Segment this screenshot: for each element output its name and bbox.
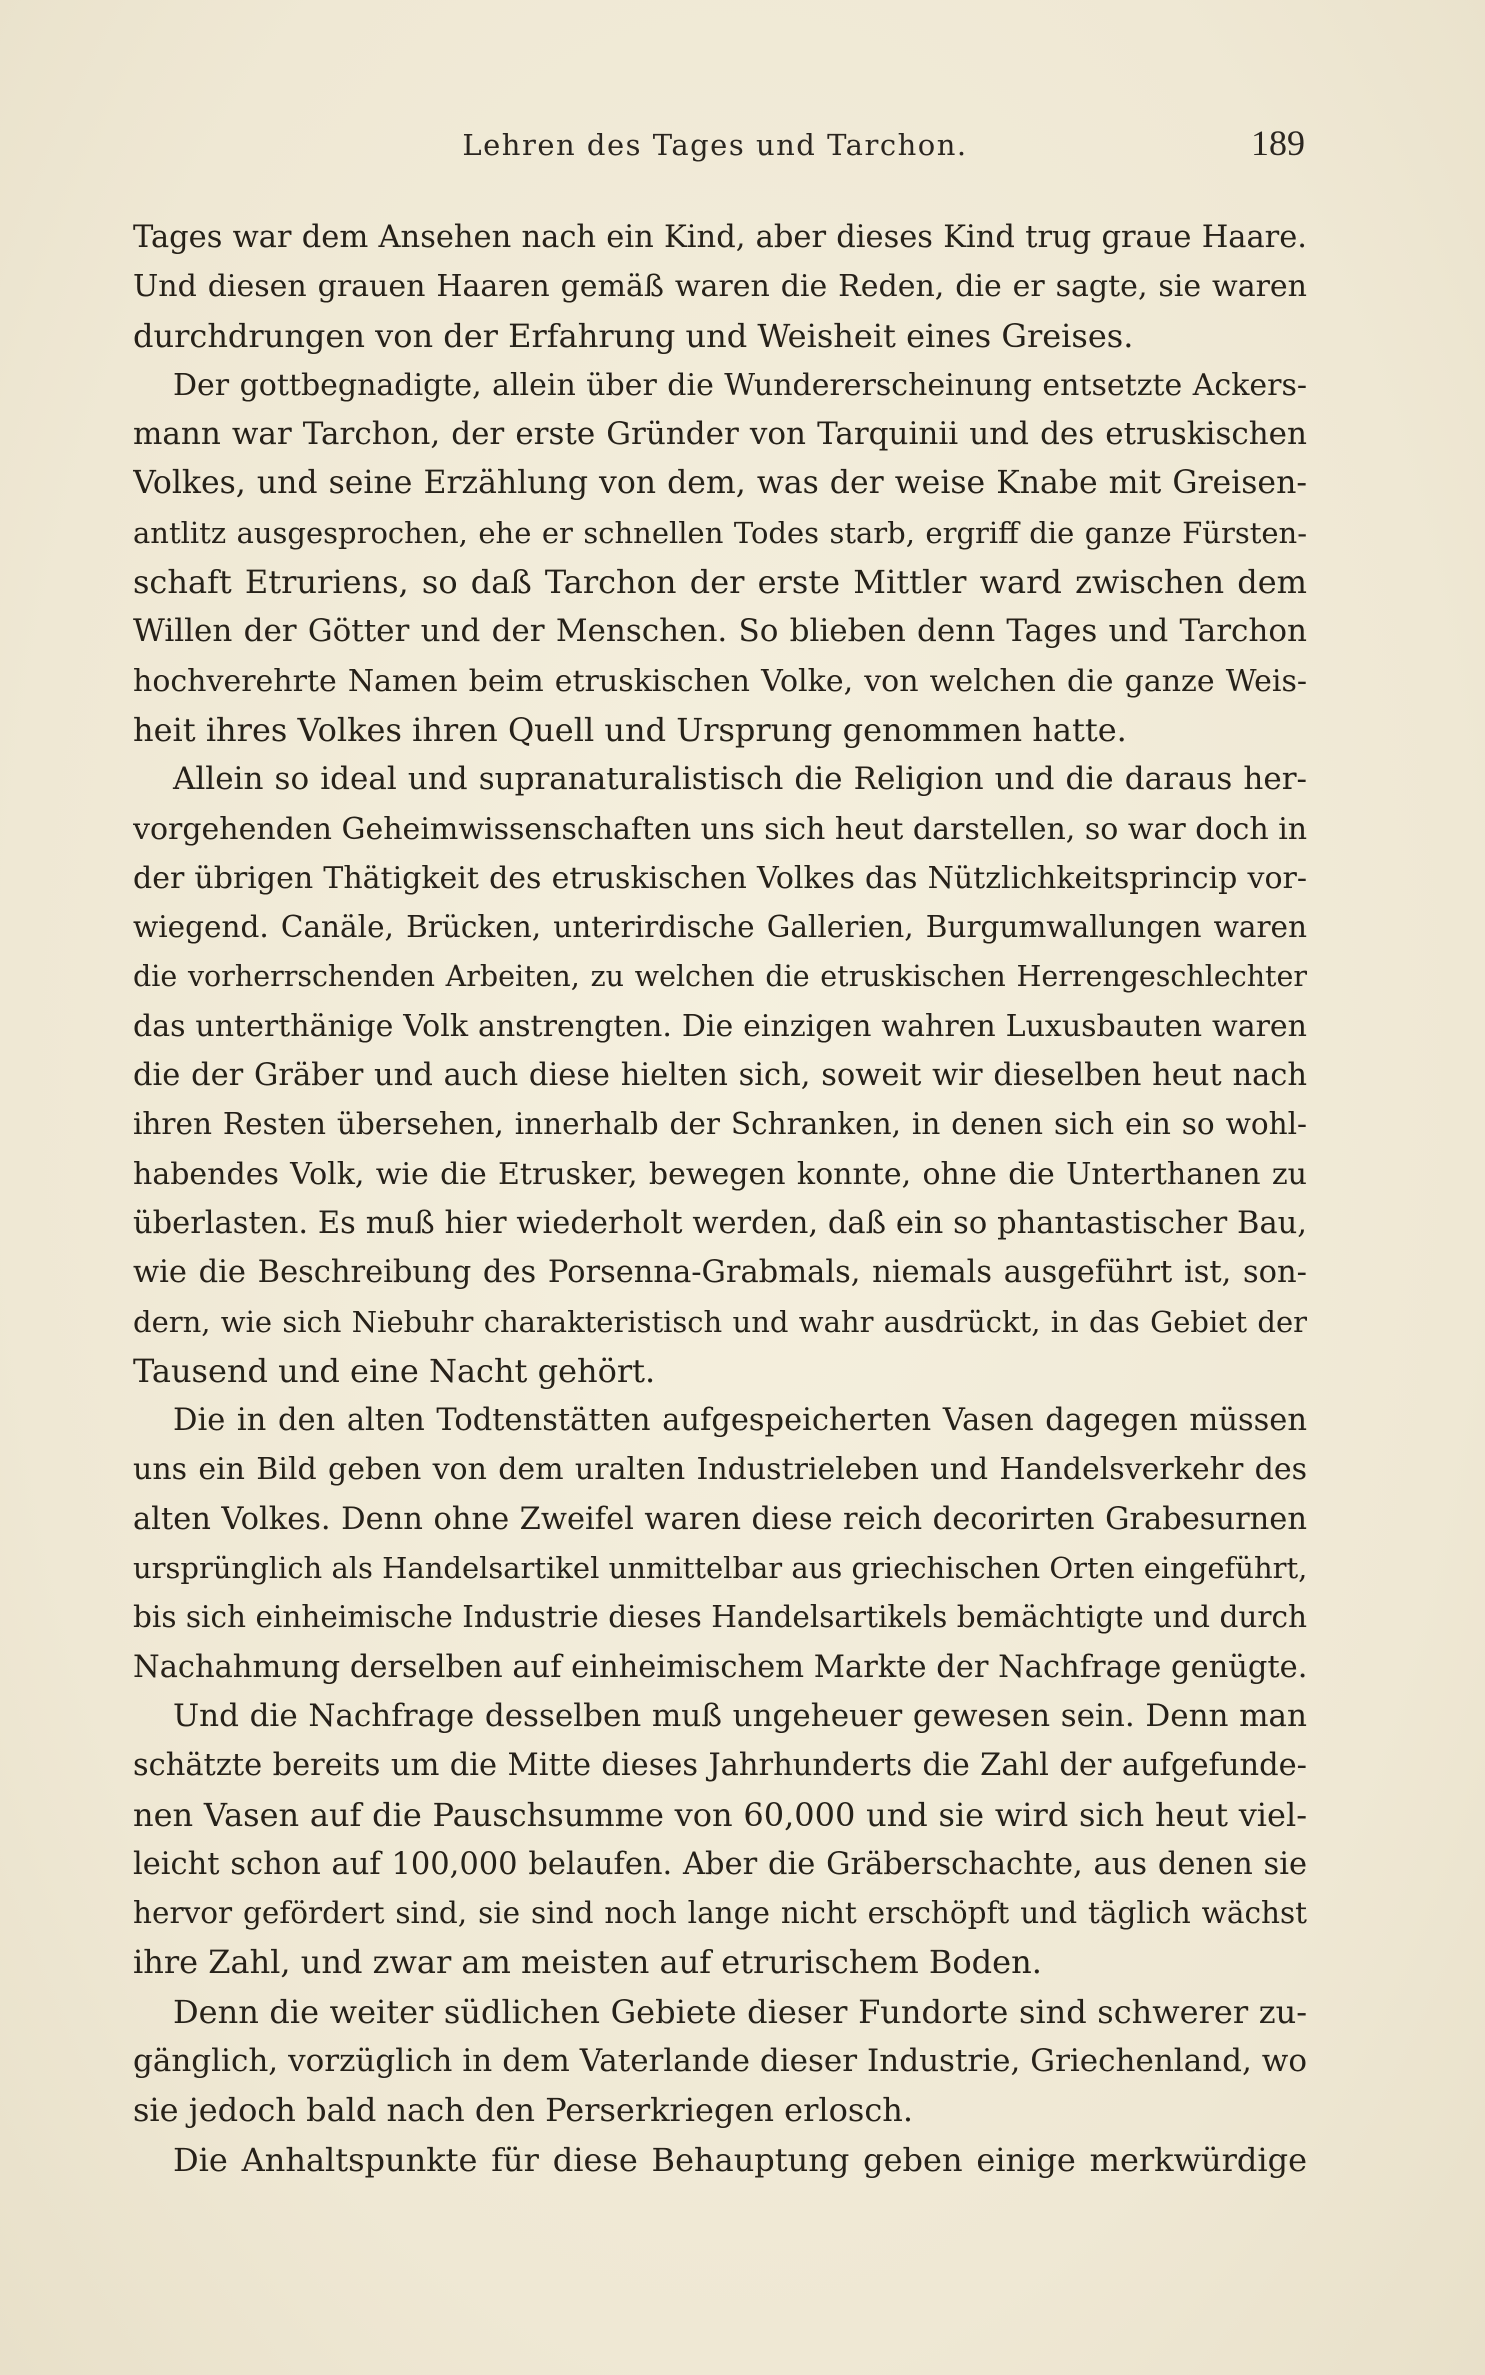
text-line: die der Gräber und auch diese hielten sich, soweit wir dieselben heut nach	[133, 1058, 1307, 1094]
text-line: Nachahmung derselben auf einheimischem Markte der Nachfrage genügte.	[133, 1649, 1307, 1685]
text-line: alten Volkes. Denn ohne Zweifel waren diese reich decorirten Grabesurnen	[133, 1501, 1307, 1537]
text-line: Volkes, und seine Erzählung von dem, was der weise Knabe mit Greisen-	[133, 465, 1307, 502]
text-line: Willen der Götter und der Menschen. So blieben denn Tages und Tarchon	[133, 613, 1307, 650]
text-line: ursprünglich als Handelsartikel unmittelbar aus griechischen Orten eingeführt,	[133, 1551, 1307, 1586]
text-line: Der gottbegnadigte, allein über die Wundererscheinung entsetzte Ackers-	[173, 367, 1307, 403]
text-line: leicht schon auf 100,000 belaufen. Aber die Gräberschachte, aus denen sie	[133, 1846, 1307, 1882]
text-line: bis sich einheimische Industrie dieses Handelsartikels bemächtigte und durch	[133, 1600, 1307, 1635]
text-line: Denn die weiter südlichen Gebiete dieser Fundorte sind schwerer zu-	[173, 1992, 1307, 2031]
text-line: die vorherrschenden Arbeiten, zu welchen die etruskischen Herrengeschlechter	[133, 960, 1307, 994]
text-line: uns ein Bild geben von dem uralten Industrieleben und Handelsverkehr des	[133, 1452, 1307, 1488]
running-head: Lehren des Tages und Tarchon.	[462, 128, 968, 162]
text-line: nen Vasen auf die Pauschsumme von 60,000 und sie wird sich heut viel-	[133, 1795, 1307, 1834]
text-line: mann war Tarchon, der erste Gründer von Tarquinii und des etruskischen	[133, 416, 1307, 453]
text-line: vorgehenden Geheimwissenschaften uns sich heut darstellen, so war doch in	[133, 811, 1307, 847]
text-line: Die Anhaltspunkte für diese Behauptung geben einige merkwürdige	[173, 2140, 1307, 2179]
text-line: schätzte bereits um die Mitte dieses Jahrhunderts die Zahl der aufgefunde-	[133, 1748, 1307, 1784]
text-line: dern, wie sich Niebuhr charakteristisch und wahr ausdrückt, in das Gebiet der	[133, 1304, 1307, 1339]
text-line: antlitz ausgesprochen, ehe er schnellen Todes starb, ergriff die ganze Fürsten-	[133, 515, 1307, 550]
text-line: wie die Beschreibung des Porsenna-Grabmals, niemals ausgeführt ist, son-	[133, 1255, 1307, 1291]
text-line: gänglich, vorzüglich in dem Vaterlande dieser Industrie, Griechenland, wo	[133, 2042, 1307, 2079]
text-line: Allein so ideal und supranaturalistisch die Religion und die daraus her-	[173, 761, 1307, 798]
text-line: heit ihres Volkes ihren Quell und Ursprung genommen hatte.	[133, 710, 1127, 749]
text-line: ihre Zahl, und zwar am meisten auf etrurischem Boden.	[133, 1943, 1042, 1982]
text-line: habendes Volk, wie die Etrusker, bewegen konnte, ohne die Unterthanen zu	[133, 1156, 1307, 1192]
text-line: Und diesen grauen Haaren gemäß waren die Reden, die er sagte, sie waren	[133, 269, 1307, 305]
text-line: ihren Resten übersehen, innerhalb der Schranken, in denen sich ein so wohl-	[133, 1107, 1307, 1142]
body-text	[133, 213, 1307, 2185]
page-number: 189	[1251, 123, 1305, 163]
text-line: hervor gefördert sind, sie sind noch lange nicht erschöpft und täglich wächst	[133, 1896, 1307, 1931]
text-line: der übrigen Thätigkeit des etruskischen Volkes das Nützlichkeitsprincip vor-	[133, 860, 1307, 896]
text-line: Und die Nachfrage desselben muß ungeheuer gewesen sein. Denn man	[173, 1697, 1307, 1734]
text-line: sie jedoch bald nach den Perserkriegen erlosch.	[133, 2091, 914, 2130]
text-line: Tausend und eine Nacht gehört.	[133, 1351, 656, 1390]
text-line: Tages war dem Ansehen nach ein Kind, aber dieses Kind trug graue Haare.	[133, 220, 1307, 255]
text-line: wiegend. Canäle, Brücken, unterirdische Gallerien, Burgumwallungen waren	[133, 910, 1307, 945]
text-line: durchdrungen von der Erfahrung und Weisheit eines Greises.	[133, 316, 1134, 355]
text-line: schaft Etruriens, so daß Tarchon der erste Mittler ward zwischen dem	[133, 563, 1307, 602]
text-line: hochverehrte Namen beim etruskischen Volke, von welchen die ganze Weis-	[133, 663, 1307, 699]
text-line: das unterthänige Volk anstrengten. Die einzigen wahren Luxusbauten waren	[133, 1008, 1307, 1044]
text-line: überlasten. Es muß hier wiederholt werden, daß ein so phantastischer Bau,	[133, 1205, 1307, 1241]
page-header	[135, 118, 1305, 178]
text-line: Die in den alten Todtenstätten aufgespeicherten Vasen dagegen müssen	[173, 1403, 1307, 1439]
